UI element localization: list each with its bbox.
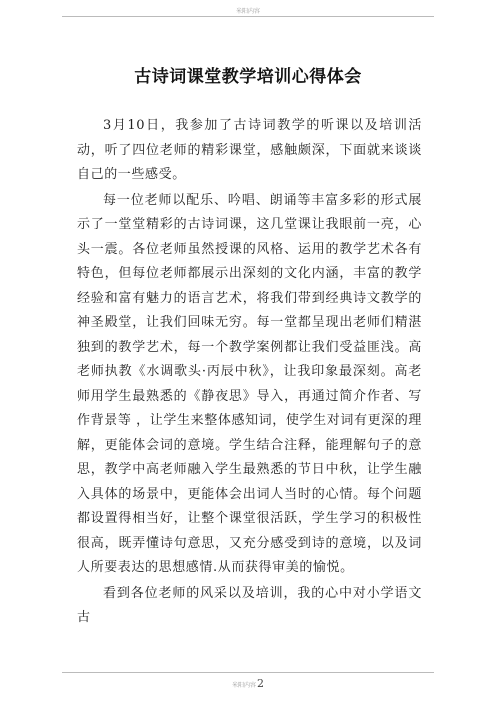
footer-text: 米阳内容 [231,682,256,689]
paragraph-2: 每一位老师以配乐、吟唱、朗诵等丰富多彩的形式展示了一堂堂精彩的古诗词课，这几堂课让我眼前一亮，心头一震。各位老师虽然授课的风格、运用的教学艺术各有特色，但每位老师都展示出深刻的文化内涵，丰富的教学经验和富有魅力的语言艺术，将我们带到经典诗文教学的神圣殿堂，让我们回味无穷。每一堂都呈现出老师们精湛独到的教学艺术，每一个教学案例都让我们受益匪浅。高老师执教《水调歌头·丙辰中秋》，让我印象最深刻。高老师用学生最熟悉的《静夜思》导入，再通过简介作者、写作背景等 ，让学生来整体感知词，使学生对词有更深的理解，更能体会词的意境。学生结合注释，能理解句子的意思，教学中高老师融入学生最熟悉的节日中秋，让学生融入具体的场景中，更能体会出词人当时的心情。每个问题都设置得相当好，让整个课堂很活跃，学生学习的积极性很高，既弄懂诗句意思，又充分感受到诗的意境，以及词人所要表达的思想感情.从而获得审美的愉悦。 [77,192,422,575]
page-header: 米阳内容 [235,8,260,15]
document-title: 古诗词课堂教学培训心得体会 [134,67,362,87]
paragraph-1: 3月10日，我参加了古诗词教学的听课以及培训活动，听了四位老师的精彩课堂，感触颇深，下面就来谈谈自己的一些感受。 [77,118,422,182]
paragraph-3: 看到各位老师的风采以及培训，我的心中对小学语文古 [77,585,422,625]
footer-divider [62,672,434,673]
header-divider [62,16,434,17]
page-number: 2 [257,677,264,690]
page-footer [0,677,496,690]
document-body [77,114,422,632]
